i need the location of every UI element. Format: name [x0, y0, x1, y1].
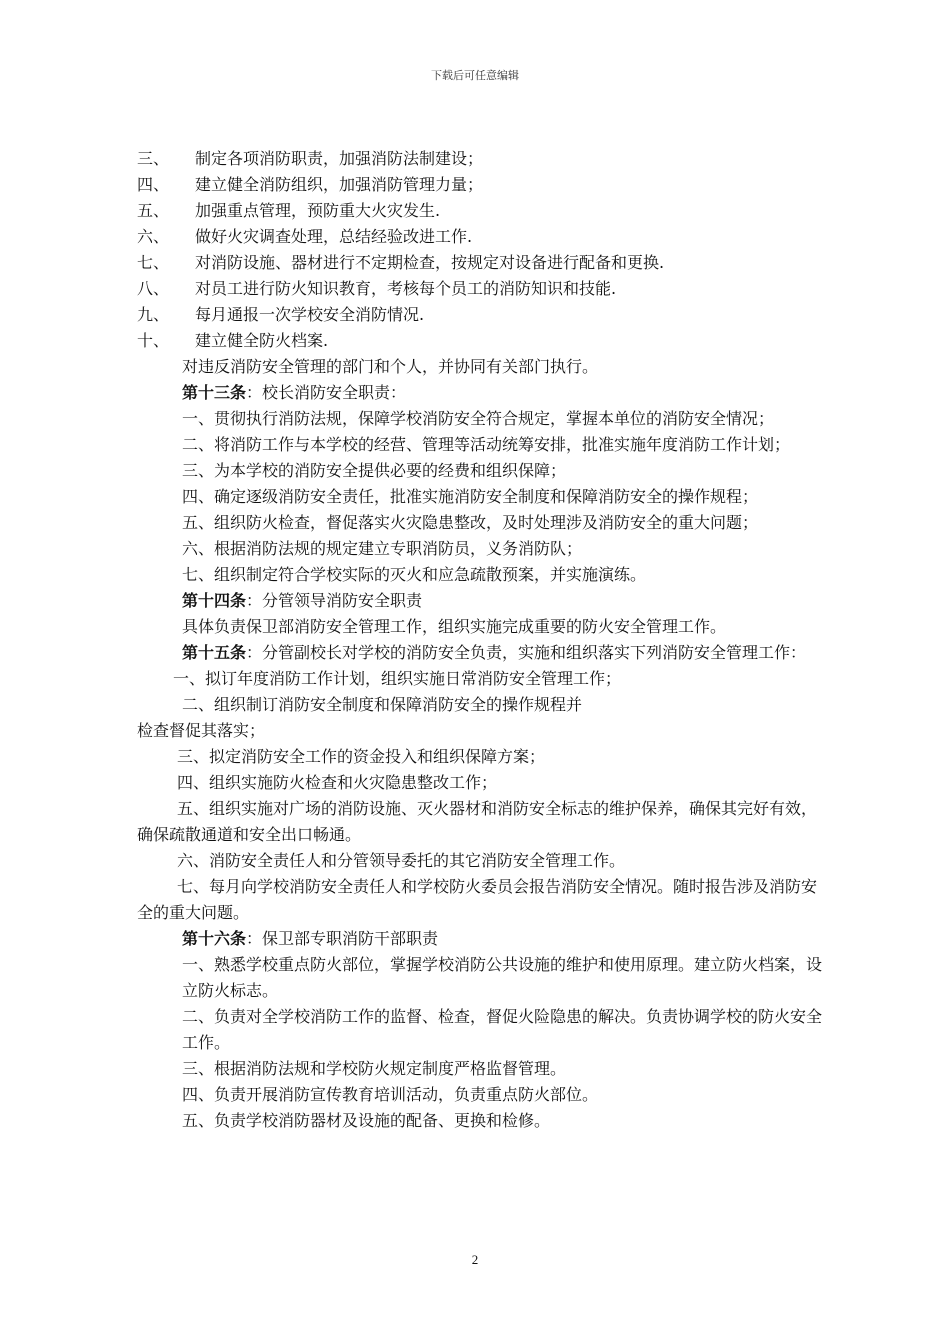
document-body [137, 146, 827, 1134]
list-number: 九、 [137, 305, 170, 324]
article-13-item: 一、贯彻执行消防法规，保障学校消防安全符合规定，掌握本单位的消防安全情况； [182, 409, 775, 428]
article-15-item: 一、拟订年度消防工作计划，组织实施日常消防安全管理工作； [173, 669, 622, 688]
article-title-rest: ：分管副校长对学校的消防安全负责，实施和组织落实下列消防安全管理工作： [246, 643, 807, 662]
list-number: 七、 [137, 253, 170, 272]
article-14-heading [137, 588, 827, 614]
list-number: 五、 [137, 201, 170, 220]
article-title: 第十五条 [182, 643, 247, 662]
article-16-heading [137, 926, 827, 952]
list-text: 每月通报一次学校安全消防情况. [195, 305, 425, 324]
article-16-item: 二、负责对全学校消防工作的监督、检查，督促火险隐患的解决。负责协调学校的防火安全工作。 [182, 1007, 823, 1052]
article-title: 第十三条 [182, 383, 247, 402]
article-15-item: 二、组织制订消防安全制度和保障消防安全的操作规程并 [182, 695, 583, 714]
list-item [137, 302, 827, 328]
article-title: 第十四条 [182, 591, 247, 610]
list-text: 建立健全消防组织，加强消防管理力量； [195, 175, 484, 194]
list-text: 建立健全防火档案. [195, 331, 329, 350]
list-item [137, 198, 827, 224]
article-15-item: 五、组织实施对广场的消防设施、灭火器材和消防安全标志的维护保养，确保其完好有效，确保疏散通道和安全出口畅通。 [137, 799, 818, 844]
page-number: 2 [471, 1252, 479, 1267]
article-16-item: 一、熟悉学校重点防火部位，掌握学校消防公共设施的维护和使用原理。建立防火档案，设立防火标志。 [182, 955, 823, 1000]
article-15-item: 四、组织实施防火检查和火灾隐患整改工作； [177, 773, 498, 792]
article-15-item: 七、每月向学校消防安全责任人和学校防火委员会报告消防安全情况。随时报告涉及消防安全的重大问题。 [137, 877, 818, 922]
list-item [137, 224, 827, 250]
article-15-heading [137, 640, 827, 666]
article-15-item: 六、消防安全责任人和分管领导委托的其它消防安全管理工作。 [177, 851, 626, 870]
list-text: 加强重点管理，预防重大火灾发生. [195, 201, 441, 220]
article-15-item-continued: 检查督促其落实； [137, 721, 266, 740]
article-13-heading [137, 380, 827, 406]
article-title-rest: ：分管领导消防安全职责 [246, 591, 423, 610]
list-text: 对员工进行防火知识教育，考核每个员工的消防知识和技能. [195, 279, 617, 298]
list-number: 十、 [137, 331, 170, 350]
list-number: 六、 [137, 227, 170, 246]
article-13-item: 二、将消防工作与本学校的经营、管理等活动统筹安排，批准实施年度消防工作计划； [182, 435, 791, 454]
article-13-item: 五、组织防火检查，督促落实火灾隐患整改，及时处理涉及消防安全的重大问题； [182, 513, 759, 532]
article-16-item: 五、负责学校消防器材及设施的配备、更换和检修。 [182, 1111, 551, 1130]
list-item [137, 172, 827, 198]
article-title-rest: ：保卫部专职消防干部职责 [246, 929, 439, 948]
article-16-item: 四、负责开展消防宣传教育培训活动，负责重点防火部位。 [182, 1085, 599, 1104]
article-title-rest: ：校长消防安全职责： [246, 383, 407, 402]
paragraph: 对违反消防安全管理的部门和个人，并协同有关部门执行。 [182, 357, 599, 376]
article-title: 第十六条 [182, 929, 247, 948]
list-text: 制定各项消防职责，加强消防法制建设； [195, 149, 484, 168]
list-item [137, 328, 827, 354]
list-item [137, 146, 827, 172]
article-15-item: 三、拟定消防安全工作的资金投入和组织保障方案； [177, 747, 546, 766]
list-item [137, 276, 827, 302]
article-13-item: 四、确定逐级消防安全责任，批准实施消防安全制度和保障消防安全的操作规程； [182, 487, 759, 506]
list-number: 八、 [137, 279, 170, 298]
article-16-item: 三、根据消防法规和学校防火规定制度严格监督管理。 [182, 1059, 567, 1078]
article-13-item: 六、根据消防法规的规定建立专职消防员，义务消防队； [182, 539, 583, 558]
list-text: 对消防设施、器材进行不定期检查，按规定对设备进行配备和更换. [195, 253, 665, 272]
list-number: 四、 [137, 175, 170, 194]
article-13-item: 七、组织制定符合学校实际的灭火和应急疏散预案，并实施演练。 [182, 565, 647, 584]
article-13-item: 三、为本学校的消防安全提供必要的经费和组织保障； [182, 461, 567, 480]
list-item [137, 250, 827, 276]
page-header: 下载后可任意编辑 [431, 69, 519, 82]
list-text: 做好火灾调查处理，总结经验改进工作. [195, 227, 473, 246]
article-14-body: 具体负责保卫部消防安全管理工作，组织实施完成重要的防火安全管理工作。 [182, 617, 727, 636]
list-number: 三、 [137, 149, 170, 168]
